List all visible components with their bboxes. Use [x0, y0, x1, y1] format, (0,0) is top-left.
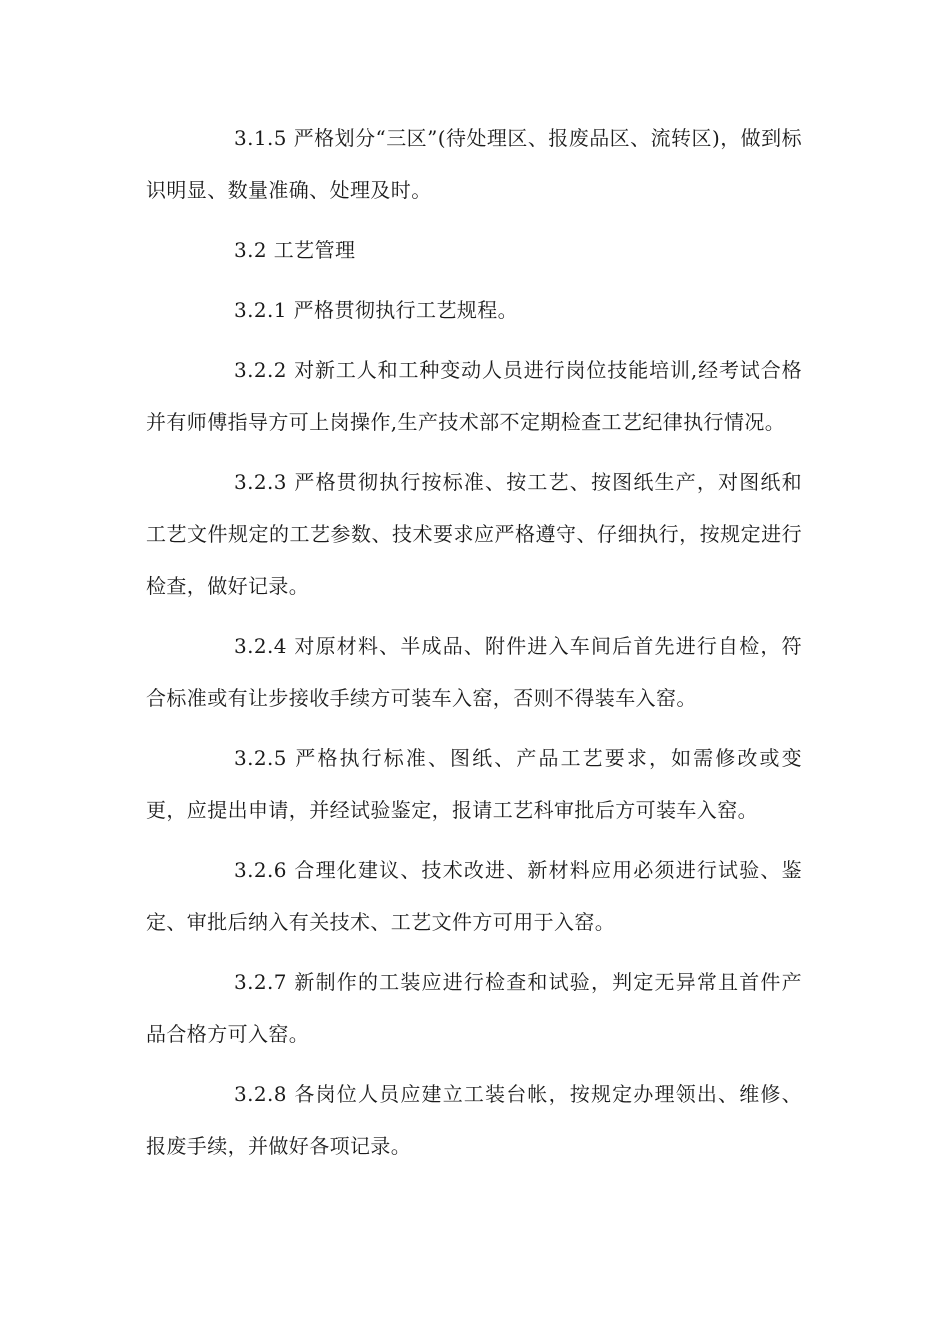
- paragraph-3-1-5: 3.1.5 严格划分“三区”(待处理区、报废品区、流转区)，做到标识明显、数量准确、处理及时。: [146, 126, 802, 202]
- paragraph-3-2-3: 3.2.3 严格贯彻执行按标准、按工艺、按图纸生产，对图纸和工艺文件规定的工艺参数、技术要求应严格遵守、仔细执行，按规定进行检查，做好记录。: [146, 470, 802, 598]
- paragraph-3-2-1: 3.2.1 严格贯彻执行工艺规程。: [234, 298, 519, 322]
- section-heading-3-2: 3.2 工艺管理: [234, 238, 356, 262]
- paragraph-3-2-5: 3.2.5 严格执行标准、图纸、产品工艺要求，如需修改或变更，应提出申请，并经试验鉴定，报请工艺科审批后方可装车入窑。: [146, 746, 802, 822]
- paragraph-3-2-4: 3.2.4 对原材料、半成品、附件进入车间后首先进行自检，符合标准或有让步接收手续方可装车入窑，否则不得装车入窑。: [146, 634, 802, 710]
- paragraph-3-2-7: 3.2.7 新制作的工装应进行检查和试验，判定无异常且首件产品合格方可入窑。: [146, 970, 802, 1046]
- paragraph-3-2-8: 3.2.8 各岗位人员应建立工装台帐，按规定办理领出、维修、报废手续，并做好各项记录。: [146, 1082, 802, 1158]
- paragraph-3-2-2: 3.2.2 对新工人和工种变动人员进行岗位技能培训,经考试合格并有师傅指导方可上岗操作,生产技术部不定期检查工艺纪律执行情况。: [146, 358, 802, 434]
- paragraph-3-2-6: 3.2.6 合理化建议、技术改进、新材料应用必须进行试验、鉴定、审批后纳入有关技术、工艺文件方可用于入窑。: [146, 858, 802, 934]
